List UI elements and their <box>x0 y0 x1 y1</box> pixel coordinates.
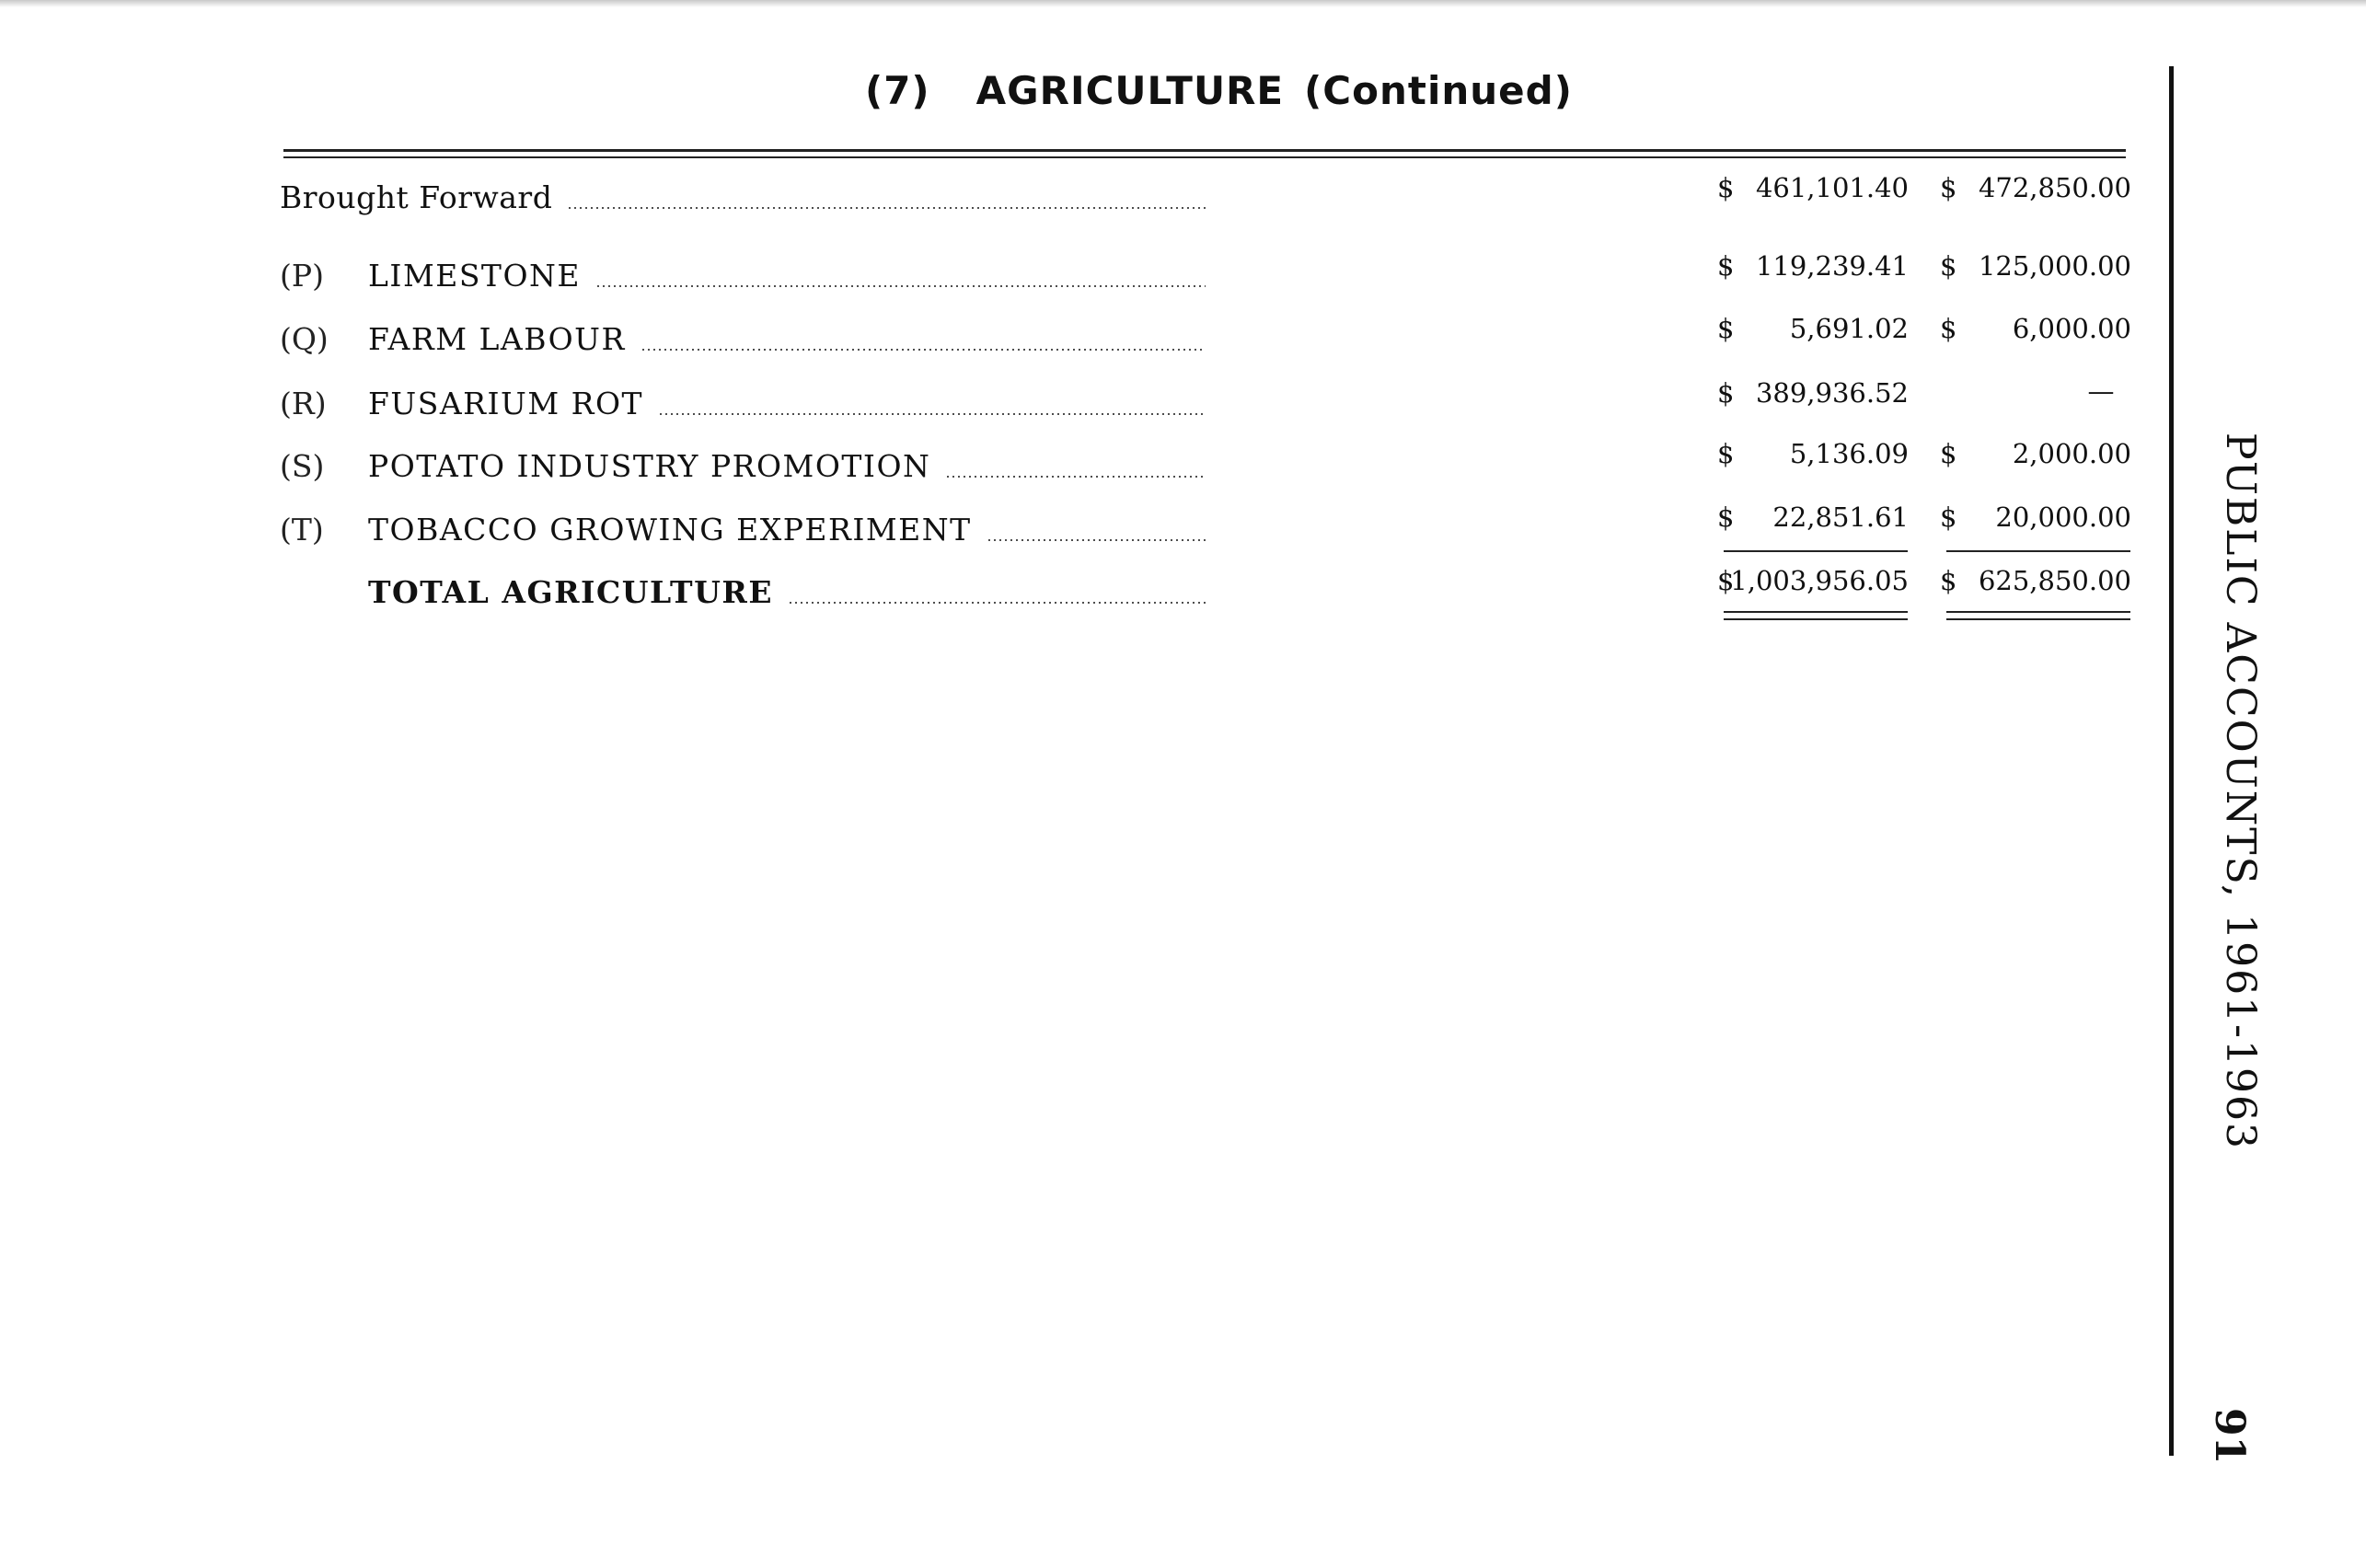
amount-estimate: 20,000.00 <box>1995 502 2131 533</box>
page-number: 91 <box>2206 1408 2253 1465</box>
dot-leader <box>987 539 1206 541</box>
currency-symbol: $ <box>1940 438 1957 469</box>
currency-symbol: $ <box>1717 438 1735 469</box>
row-label: FUSARIUM ROT <box>368 386 644 421</box>
currency-symbol: $ <box>1717 250 1735 282</box>
row-code: (Q) <box>280 321 329 357</box>
amount-estimate: 125,000.00 <box>1978 250 2131 282</box>
currency-symbol: $ <box>1717 565 1735 596</box>
row-limestone <box>280 258 1206 294</box>
dot-leader <box>595 285 1206 287</box>
row-brought-forward <box>280 179 1206 216</box>
total-label: TOTAL AGRICULTURE <box>368 574 773 610</box>
total-double-rule <box>1724 611 1908 613</box>
currency-symbol: $ <box>1717 172 1735 203</box>
row-total-agriculture <box>280 574 1206 611</box>
currency-symbol: $ <box>1940 313 1957 344</box>
currency-symbol: $ <box>1940 250 1957 282</box>
total-double-rule <box>1724 618 1908 620</box>
amount-estimate: 472,850.00 <box>1978 172 2131 203</box>
row-label: Brought Forward <box>280 179 553 215</box>
row-code: (T) <box>280 512 324 548</box>
dot-leader <box>567 207 1206 209</box>
amount-expenditure: 22,851.61 <box>1772 502 1909 533</box>
header-rule-bottom <box>283 156 2126 158</box>
subtotal-rule <box>1946 550 2130 552</box>
row-label: POTATO INDUSTRY PROMOTION <box>368 448 931 484</box>
total-double-rule <box>1946 611 2130 613</box>
dot-leader <box>945 476 1206 478</box>
amount-expenditure: 5,691.02 <box>1789 313 1909 344</box>
subtotal-rule <box>1724 550 1908 552</box>
row-fusarium-rot <box>280 386 1206 422</box>
dot-leader <box>788 602 1206 604</box>
row-tobacco-growing-experiment <box>280 512 1206 548</box>
row-label: LIMESTONE <box>368 258 581 294</box>
currency-symbol: $ <box>1717 377 1735 409</box>
page-title <box>865 68 1573 113</box>
total-double-rule <box>1946 618 2130 620</box>
currency-symbol: $ <box>1940 502 1957 533</box>
amount-expenditure: 5,136.09 <box>1789 438 1909 469</box>
row-code: (P) <box>280 258 324 294</box>
amount-expenditure: 119,239.41 <box>1755 250 1909 282</box>
running-title: PUBLIC ACCOUNTS, 1961-1963 <box>2217 432 2264 1150</box>
dot-leader <box>658 413 1206 415</box>
row-code: (R) <box>280 386 327 421</box>
total-expenditure: 1,003,956.05 <box>1730 565 1909 596</box>
amount-expenditure: 389,936.52 <box>1755 377 1909 409</box>
row-potato-industry-promotion <box>280 448 1206 485</box>
total-estimate: 625,850.00 <box>1978 565 2131 596</box>
page-top-edge <box>0 0 2366 7</box>
amount-estimate: 6,000.00 <box>2012 313 2131 344</box>
continued-label: (Continued) <box>1304 68 1573 113</box>
section-number: (7) <box>865 68 930 113</box>
currency-symbol: $ <box>1940 172 1957 203</box>
row-label: FARM LABOUR <box>368 321 626 357</box>
dot-leader <box>641 349 1206 351</box>
amount-expenditure: 461,101.40 <box>1755 172 1909 203</box>
currency-symbol: $ <box>1717 313 1735 344</box>
amount-estimate-dash: — <box>2087 375 2115 407</box>
currency-symbol: $ <box>1940 565 1957 596</box>
currency-symbol: $ <box>1717 502 1735 533</box>
row-code: (S) <box>280 448 325 484</box>
row-farm-labour <box>280 321 1206 358</box>
margin-rule <box>2169 66 2174 1456</box>
row-label: TOBACCO GROWING EXPERIMENT <box>368 512 972 548</box>
header-rule-top <box>283 149 2126 152</box>
amount-estimate: 2,000.00 <box>2012 438 2131 469</box>
section-title: AGRICULTURE <box>975 68 1285 113</box>
